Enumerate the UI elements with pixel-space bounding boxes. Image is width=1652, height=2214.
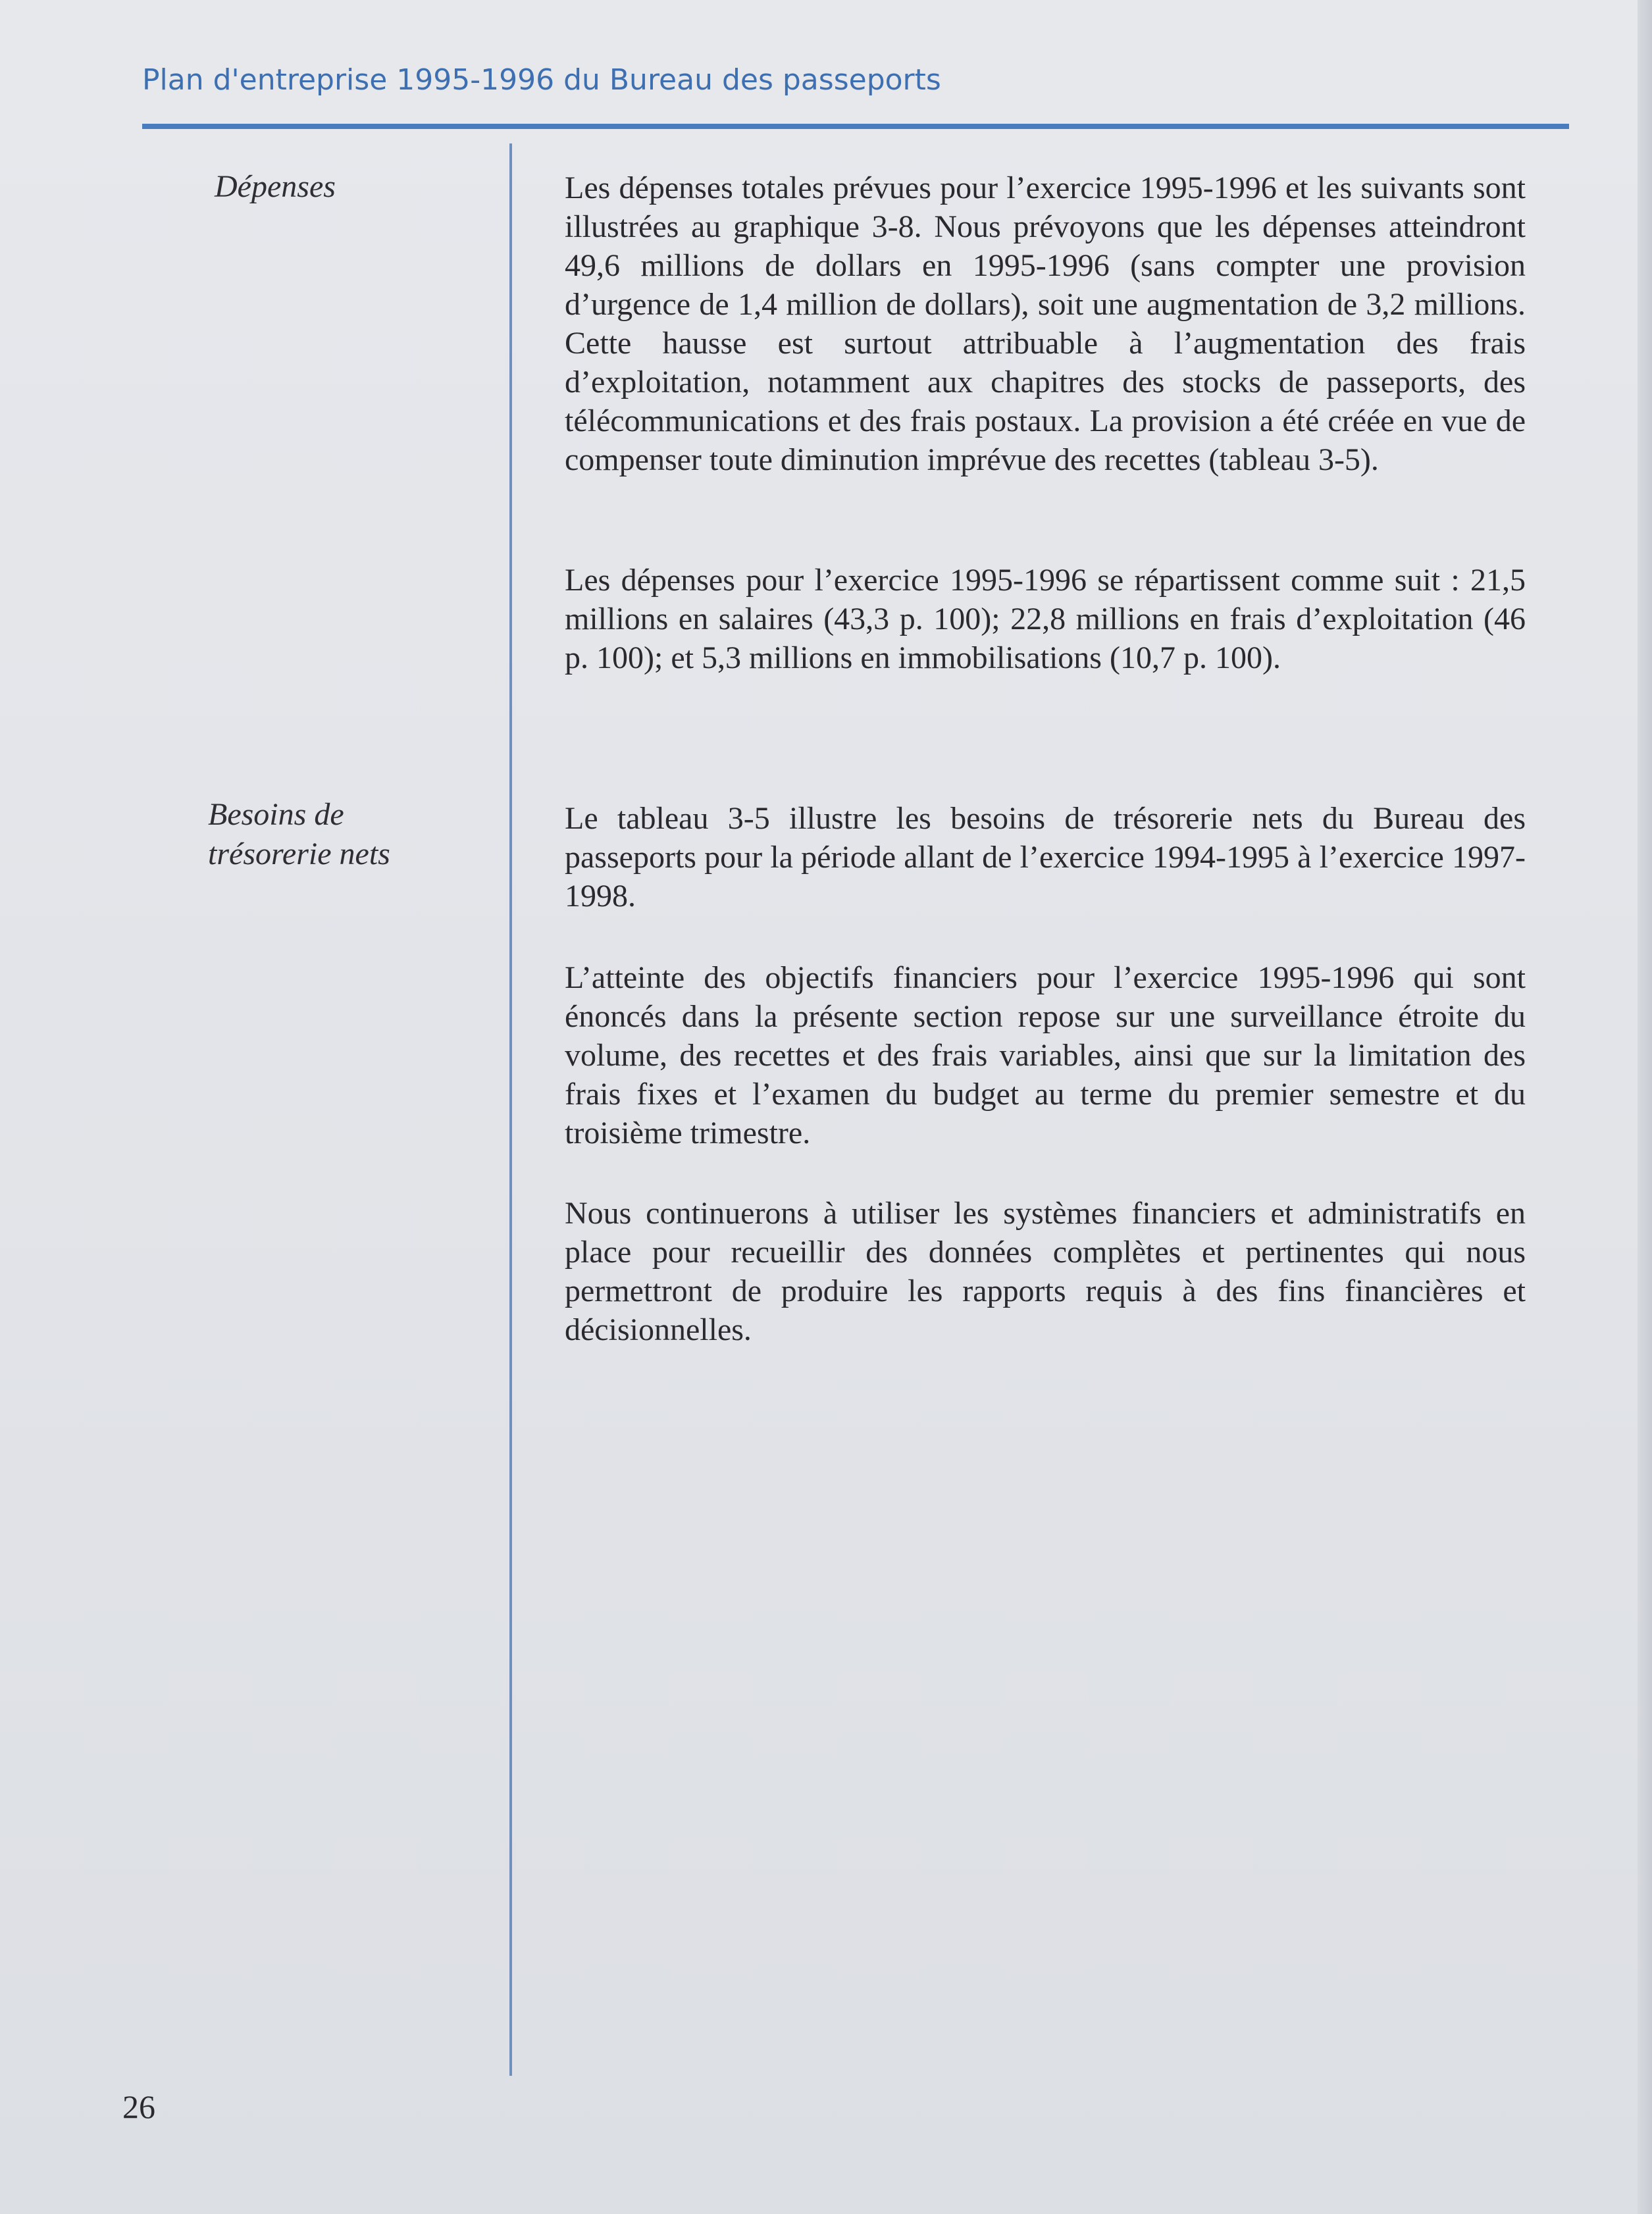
header-rule [142, 124, 1569, 129]
paragraph-text: Les dépenses pour l’exercice 1995-1996 se répartissent comme suit : 21,5 millions en salaires (43,3 p. 100); 22,8 millions en frais d’exploitation (46 p. 100); et 5,3 millions en immobilisations (10,7 p. 100). [565, 563, 1526, 675]
paragraph-text: Les dépenses totales prévues pour l’exercice 1995-1996 et les suivants sont illustrées au graphique 3-8. Nous prévoyons que les dépenses atteindront 49,6 millions de dollars en 1995-1996 (sans compter une provision d’urgence de 1,4 million de dollars), soit une augmentation de 3,2 millions. Cette hausse est surtout attribuable à l’augmentation des frais d’exploitation, notamment aux chapitres des stocks de passeports, des télécommunications et des frais postaux. La provision a été créée en vue de compenser toute diminution imprévue des recettes (tableau 3-5). [565, 170, 1526, 477]
paragraph-besoins-3 [565, 1194, 1526, 1349]
paragraph-besoins-2 [565, 958, 1526, 1152]
side-heading-line: Besoins de [208, 797, 344, 832]
paragraph-depenses-2 [565, 561, 1526, 677]
page-edge-shadow [1638, 0, 1652, 2214]
paragraph-text: Nous continuerons à utiliser les systèmes financiers et administratifs en place pour recueillir des données complètes et pertinentes qui nous permettront de produire les rapports requis à des fins financières et décisionnelles. [565, 1196, 1526, 1347]
column-divider [509, 143, 512, 2076]
paragraph-besoins-1 [565, 799, 1526, 915]
paragraph-depenses-1 [565, 168, 1526, 479]
page-number: 26 [122, 2088, 155, 2125]
side-heading-line: trésorerie nets [208, 837, 390, 871]
paragraph-text: Le tableau 3-5 illustre les besoins de trésorerie nets du Bureau des passeports pour la période allant de l’exercice 1994-1995 à l’exercice 1997-1998. [565, 801, 1526, 914]
side-heading-besoins [208, 795, 484, 874]
side-heading-depenses: Dépenses [215, 169, 336, 204]
paragraph-text: L’atteinte des objectifs financiers pour l’exercice 1995-1996 qui sont énoncés dans la présente section repose sur une surveillance étroite du volume, des recettes et des frais variables, ainsi que sur la limitation des frais fixes et l’examen du budget au terme du premier semestre et du troisième trimestre. [565, 960, 1526, 1150]
running-header: Plan d'entreprise 1995-1996 du Bureau des passeports [142, 63, 941, 97]
